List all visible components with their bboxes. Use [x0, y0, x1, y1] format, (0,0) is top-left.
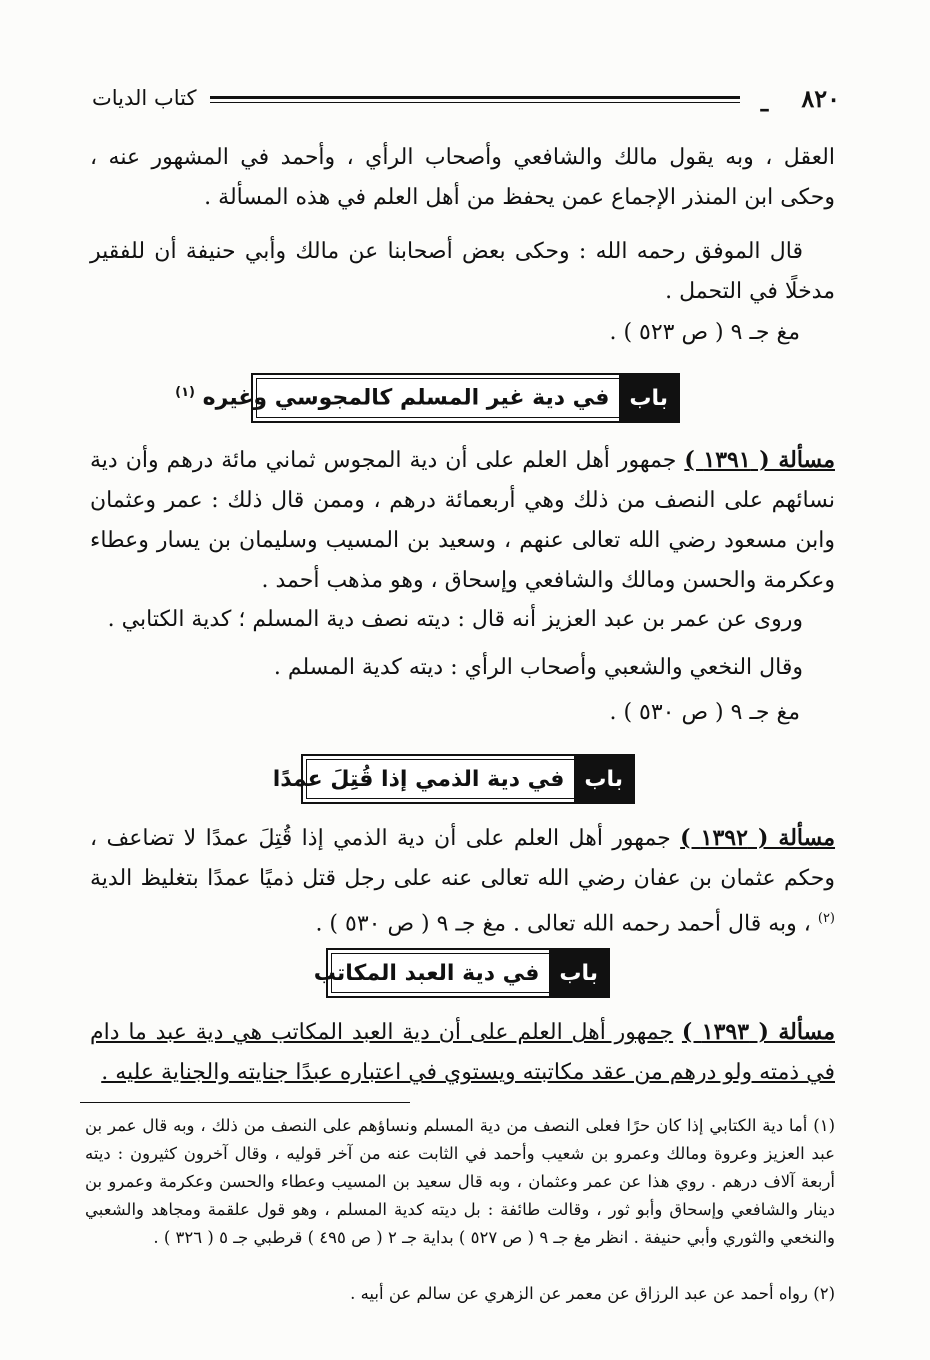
- section-heading-1: [175, 373, 680, 423]
- masala-text-a: جمهور أهل العلم على أن دية الذمي إذا قُتِلَ عمدًا لا تضاعف ، وحكم عثمان بن عفان رضي الله تعالى عنه على رجل قتل ذميًا عمدًا بتغليظ الدية: [90, 826, 835, 891]
- intro-paragraph-1: العقل ، وبه يقول مالك والشافعي وأصحاب الرأي ، وأحمد في المشهور عنه ، وحكى ابن المنذر الإجماع عمن يحفظ من أهل العلم في هذه المسألة .: [90, 145, 835, 210]
- footnote-marker: (٢): [817, 911, 835, 926]
- masala-text-b: ، وبه قال أحمد رحمه الله تعالى . مغ جـ ٩ ( ص ٥٣٠ ) .: [315, 911, 811, 937]
- page-number: ٨٢٠: [801, 84, 840, 113]
- footnote-2: (٢) رواه أحمد عن عبد الرزاق عن معمر عن الزهري عن سالم عن أبيه .: [350, 1284, 835, 1303]
- masala-1391: [90, 440, 835, 601]
- intro-paragraph-2: قال الموفق رحمه الله : وحكى بعض أصحابنا عن مالك وأبي حنيفة أن للفقير مدخلًا في التحمل .: [90, 239, 835, 304]
- header-rule: [210, 96, 740, 103]
- masala-label: مسألة ( ١٣٩٢ ): [680, 825, 836, 851]
- section-title: في دية العبد المكاتب: [313, 960, 540, 986]
- masala-label: مسألة ( ١٣٩٣ ): [681, 1019, 835, 1045]
- footnote-marker: (١): [175, 385, 195, 401]
- section1-reference: مغ جـ ٩ ( ص ٥٣٠ ) .: [609, 700, 800, 725]
- masala-1391-paragraph-3: وقال النخعي والشعبي وأصحاب الرأي : ديته كدية المسلم .: [273, 655, 803, 680]
- section-title: [165, 385, 619, 410]
- section-heading-2: [272, 754, 635, 804]
- masala-1392: [90, 818, 835, 944]
- masala-1393: [90, 1012, 835, 1093]
- footnote-rule: [80, 1102, 410, 1103]
- header-dash: –: [759, 96, 770, 122]
- bab-label: باب: [574, 756, 633, 802]
- section-title-text: في دية غير المسلم كالمجوسي وغيره: [202, 385, 610, 411]
- masala-label: مسألة ( ١٣٩١ ): [684, 447, 835, 473]
- bab-label: باب: [549, 950, 608, 996]
- masala-1391-paragraph-2: وروى عن عمر بن عبد العزيز أنه قال : ديته نصف دية المسلم ؛ كدية الكتابي .: [107, 607, 803, 632]
- masala-text: جمهور أهل العلم على أن دية العبد المكاتب هي دية عبد ما دام في ذمته ولو درهم من عقد مكاتبته ويستوي في اعتباره عبدًا جنايته والجناية عليه .: [90, 1020, 835, 1085]
- section-heading-3: [313, 948, 610, 998]
- masala-text: جمهور أهل العلم على أن دية المجوس ثماني مائة درهم وأن دية نسائهم على النصف من ذلك وهي أربعمائة درهم ، وممن قال ذلك : عمر وعثمان وابن مسعود رضي الله تعالى عنهم ، وسعيد بن المسيب وسليمان بن يسار وعطاء وعكرمة والحسن ومالك والشافعي وإسحاق ، وهو مذهب أحمد .: [90, 448, 835, 593]
- bab-label: باب: [619, 375, 678, 421]
- section-title: في دية الذمي إذا قُتِلَ عمدًا: [272, 766, 565, 792]
- book-title: كتاب الديات: [92, 86, 197, 110]
- page-header: [92, 82, 840, 122]
- intro-reference: مغ جـ ٩ ( ص ٥٢٣ ) .: [609, 320, 800, 345]
- footnote-1: (١) أما دية الكتابي إذا كان حرًا فعلى النصف من دية المسلم ونساؤهم على النصف من ذلك ، وبه قال عمر بن عبد العزيز وعروة ومالك وعمرو بن شعيب وأحمد في الثابت عنه من آخر قوليه ، وقال آخرون كثيرون : ديته أربعة آلاف درهم . روي هذا عن عمر وعثمان ، وبه قال سعيد بن المسيب وعطاء والحسن وعكرمة وعمرو بن دينار والشافعي وإسحاق وأبو ثور ، وقالت طائفة : بل ديته كدية المسلم ، وهو قول علقمة ومجاهد والشعبي والنخعي والثوري وأبي حنيفة . انظر مغ جـ ٩ ( ص ٥٢٧ ) بداية جـ ٢ ( ص ٤٩٥ ) قرطبي جـ ٥ ( ٣٢٦ ) .: [85, 1116, 835, 1247]
